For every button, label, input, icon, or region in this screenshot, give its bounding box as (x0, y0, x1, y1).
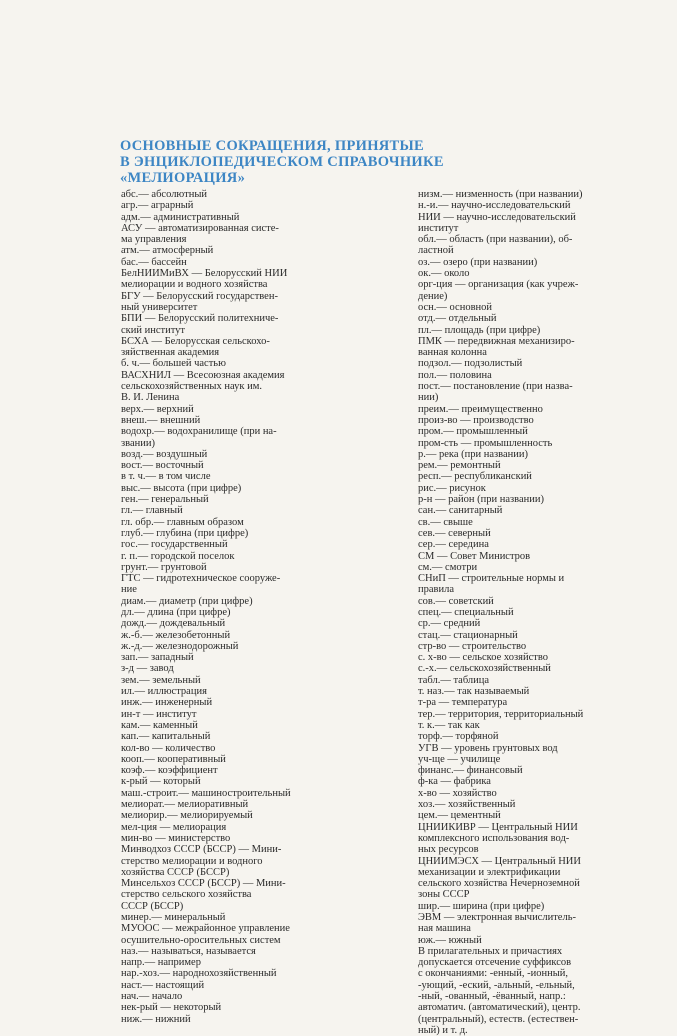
abbreviation-line: табл.— таблица (418, 674, 490, 686)
abbreviation-line: институт (418, 222, 459, 234)
abbreviation-line: низм.— низменность (при названии) (418, 189, 583, 200)
abbreviation-line: наз.— называться, называется (121, 945, 256, 957)
abbreviation-line: дожд.— дождевальный (121, 618, 226, 630)
abbreviation-line: В. И. Ленина (121, 392, 180, 404)
page-title (120, 138, 444, 186)
abbreviation-line: зап.— западный (121, 652, 194, 664)
abbreviation-line: мелиорир.— мелиорируемый (121, 810, 253, 822)
abbreviation-line: мелиорации и водного хозяйства (121, 279, 268, 291)
abbreviation-line: св.— свыше (418, 516, 473, 528)
abbreviation-line: водохр.— водохранилище (при на- (121, 426, 277, 438)
abbreviation-line: зяйственная академия (121, 347, 220, 359)
abbreviation-line: ср.— средний (418, 618, 481, 630)
abbreviations-left-column (121, 189, 293, 1025)
abbreviation-line: нии) (418, 392, 439, 404)
abbreviation-line: БСХА — Белорусская сельскохо- (121, 335, 270, 347)
title-line-3: «МЕЛИОРАЦИЯ» (120, 170, 246, 186)
abbreviation-line: р-н — район (при названии) (418, 494, 545, 506)
abbreviation-line: подзол.— подзолистый (418, 358, 523, 370)
abbreviation-line: обл.— область (при названии), об- (418, 234, 573, 246)
abbreviation-line: нач.— начало (121, 991, 183, 1003)
abbreviation-line: ин-т — институт (121, 708, 197, 720)
abbreviation-line: ж.-д.— железнодорожный (121, 640, 239, 652)
abbreviation-line: ный университет (121, 301, 198, 313)
abbreviation-line: внеш.— внешний (121, 414, 201, 426)
abbreviation-line: кам.— каменный (121, 719, 198, 731)
abbreviation-line: преим.— преимущественно (418, 403, 543, 415)
abbreviation-line: грунт.— грунтовой (121, 561, 207, 573)
abbreviation-line: бас.— бассейн (121, 256, 187, 268)
abbreviation-line: к-рый — который (121, 776, 201, 788)
abbreviation-line: УГВ — уровень грунтовых вод (418, 742, 558, 754)
abbreviation-line: СНиП — строительные нормы и (418, 573, 565, 585)
abbreviation-line: ок.— около (418, 268, 470, 280)
abbreviation-line: АСУ — автоматизированная систе- (121, 222, 279, 234)
abbreviation-line: пост.— постановление (при назва- (418, 381, 573, 393)
abbreviation-line: гл. обр.— главным образом (121, 516, 244, 528)
abbreviation-line: сан.— санитарный (418, 505, 503, 517)
abbreviation-line: ЦНИИМЭСХ — Центральный НИИ (418, 855, 581, 867)
abbreviation-line: осушительно-оросительных систем (121, 934, 281, 946)
abbreviation-line: -ный, -ованный, -ёванный, напр.: (418, 991, 566, 1003)
abbreviation-line: рем.— ремонтный (418, 460, 501, 472)
abbreviation-line: спец.— специальный (418, 606, 514, 618)
abbreviation-line: тер.— территория, территориальный (418, 708, 584, 720)
abbreviation-line: отд.— отдельный (418, 313, 497, 325)
abbreviation-line: пром-сть — промышленность (418, 437, 553, 449)
abbreviation-line: ский институт (121, 324, 186, 336)
abbreviation-line: дение) (418, 290, 448, 302)
abbreviation-line: торф.— торфяной (418, 731, 499, 743)
abbreviation-line: н.-и.— научно-исследовательский (418, 200, 571, 212)
abbreviation-line: т. наз.— так называемый (418, 686, 530, 698)
abbreviation-line: ж.-б.— железобетонный (121, 629, 231, 641)
abbreviation-line: правила (418, 584, 455, 596)
abbreviation-line: Минсельхоз СССР (БССР) — Мини- (121, 878, 286, 890)
abbreviation-line: ВАСХНИЛ — Всесоюзная академия (121, 369, 285, 381)
abbreviation-line: ЭВМ — электронная вычислитель- (418, 912, 576, 923)
abbreviation-line: глуб.— глубина (при цифре) (121, 527, 249, 539)
abbreviation-line: ф-ка — фабрика (418, 776, 491, 788)
abbreviation-line: кап.— капитальный (121, 731, 211, 743)
abbreviation-line: стерство сельского хозяйства (121, 889, 252, 901)
abbreviation-line: мин-во — министерство (121, 832, 231, 844)
abbreviation-line: допускается отсечение суффиксов (418, 957, 572, 969)
abbreviation-line: ных ресурсов (418, 844, 479, 856)
abbreviation-line: с.-х.— сельскохозяйственный (418, 663, 551, 675)
title-line-2: В ЭНЦИКЛОПЕДИЧЕСКОМ СПРАВОЧНИКЕ (120, 154, 444, 170)
abbreviation-line: нек-рый — некоторый (121, 1002, 222, 1014)
abbreviation-line: БелНИИМиВХ — Белорусский НИИ (121, 268, 288, 280)
abbreviation-line: в т. ч.— в том числе (121, 471, 211, 483)
title-line-1: ОСНОВНЫЕ СОКРАЩЕНИЯ, ПРИНЯТЫЕ (120, 138, 425, 154)
abbreviations-right-column (418, 189, 590, 1036)
abbreviation-line: СМ — Совет Министров (418, 550, 531, 562)
abbreviation-line: шир.— ширина (при цифре) (418, 900, 545, 912)
abbreviation-line: вост.— восточный (121, 460, 204, 472)
abbreviation-line: БПИ — Белорусский политехниче- (121, 313, 279, 325)
abbreviation-line: з-д — завод (121, 663, 174, 675)
abbreviation-line: ная машина (418, 923, 471, 935)
abbreviation-line: ген.— генеральный (121, 494, 209, 506)
abbreviation-line: гл.— главный (121, 505, 183, 517)
abbreviation-line: гос.— государственный (121, 539, 228, 551)
abbreviation-line: возд.— воздушный (121, 448, 208, 460)
abbreviation-line: Минводхоз СССР (БССР) — Мини- (121, 844, 282, 856)
abbreviation-line: ниж.— нижний (121, 1013, 191, 1025)
abbreviation-line: оз.— озеро (при названии) (418, 256, 538, 268)
abbreviation-line: мелиорат.— мелиоративный (121, 799, 249, 811)
abbreviation-line: стр-во — строительство (418, 640, 527, 652)
abbreviation-line: сов.— советский (418, 595, 494, 607)
abbreviation-line: ма управления (121, 234, 187, 246)
abbreviation-line: юж.— южный (418, 934, 482, 946)
abbreviation-line: (центральный), естеств. (естествен- (418, 1013, 579, 1025)
abbreviation-line: кооп.— кооперативный (121, 753, 226, 765)
abbreviation-line: атм.— атмосферный (121, 245, 214, 257)
abbreviation-line: т-ра — температура (418, 697, 508, 709)
abbreviation-line: верх.— верхний (121, 403, 194, 415)
abbreviation-line: уч-ще — училище (418, 753, 501, 765)
abbreviation-line: р.— река (при названии) (418, 448, 529, 460)
abbreviation-line: зоны СССР (418, 889, 470, 901)
abbreviation-line: ластной (418, 245, 454, 257)
abbreviation-line: НИИ — научно-исследовательский (418, 211, 576, 223)
abbreviation-line: хоз.— хозяйственный (418, 799, 516, 811)
abbreviation-line: сев.— северный (418, 527, 491, 539)
abbreviation-line: дл.— длина (при цифре) (121, 606, 231, 618)
abbreviation-line: см.— смотри (418, 561, 478, 573)
abbreviation-line: с окончаниями: -енный, -ионный, (418, 968, 569, 980)
abbreviation-line: механизации и электрификации (418, 866, 561, 878)
abbreviation-line: т. к.— так как (418, 719, 480, 731)
abbreviation-line: ЦНИИКИВР — Центральный НИИ (418, 821, 578, 833)
abbreviation-line: пол.— половина (418, 369, 492, 381)
abbreviation-line: г. п.— городской поселок (121, 550, 235, 562)
abbreviation-line: сельскохозяйственных наук им. (121, 381, 262, 393)
abbreviation-line: МУООС — межрайонное управление (121, 923, 290, 935)
abbreviation-line: абс.— абсолютный (121, 189, 208, 200)
abbreviation-line: ил.— иллюстрация (121, 686, 207, 698)
abbreviation-line: пл.— площадь (при цифре) (418, 324, 541, 336)
abbreviation-line: маш.-строит.— машиностроительный (121, 787, 291, 799)
abbreviation-line: стац.— стационарный (418, 629, 518, 641)
abbreviation-line: зем.— земельный (121, 674, 201, 686)
abbreviation-line: рис.— рисунок (418, 482, 486, 494)
abbreviation-line: осн.— основной (418, 301, 493, 313)
abbreviation-line: минер.— минеральный (121, 912, 226, 923)
abbreviation-line: ванная колонна (418, 347, 487, 359)
abbreviation-line: ный) и т. д. (418, 1024, 468, 1036)
abbreviation-line: цем.— цементный (418, 810, 501, 822)
abbreviation-line: звании) (121, 437, 155, 449)
abbreviation-line: наст.— настоящий (121, 979, 205, 991)
abbreviation-line: мел-ция — мелиорация (121, 821, 227, 833)
abbreviation-line: орг-ция — организация (как учреж- (418, 279, 579, 291)
abbreviation-line: инж.— инженерный (121, 697, 213, 709)
abbreviation-line: сер.— середина (418, 539, 489, 551)
abbreviation-line: х-во — хозяйство (418, 787, 497, 799)
abbreviation-line: с. х-во — сельское хозяйство (418, 652, 548, 664)
abbreviation-line: хозяйства СССР (БССР) (121, 866, 230, 878)
abbreviation-line: БГУ — Белорусский государствен- (121, 290, 278, 302)
abbreviation-line: б. ч.— большей частью (121, 358, 226, 370)
abbreviation-line: пром.— промышленный (418, 426, 528, 438)
abbreviation-line: сельского хозяйства Нечерноземной (418, 878, 580, 890)
abbreviation-line: СССР (БССР) (121, 900, 184, 912)
abbreviation-line: кол-во — количество (121, 742, 216, 754)
abbreviation-line: -ующий, -еский, -альный, -ельный, (418, 979, 575, 991)
abbreviation-line: ГТС — гидротехническое сооруже- (121, 573, 281, 585)
abbreviation-line: финанс.— финансовый (418, 765, 523, 777)
abbreviation-line: комплексного использования вод- (418, 832, 570, 844)
abbreviation-line: В прилагательных и причастиях (418, 945, 563, 957)
abbreviation-line: ПМК — передвижная механизиро- (418, 335, 575, 347)
abbreviation-line: автоматич. (автоматический), центр. (418, 1002, 581, 1014)
abbreviation-line: ние (121, 584, 137, 596)
abbreviation-line: стерство мелиорации и водного (121, 855, 263, 867)
abbreviation-line: напр.— например (121, 957, 201, 969)
abbreviation-line: диам.— диаметр (при цифре) (121, 595, 253, 607)
abbreviation-line: респ.— республиканский (418, 471, 532, 483)
abbreviation-line: нар.-хоз.— народнохозяйственный (121, 968, 277, 980)
abbreviation-line: агр.— аграрный (121, 200, 194, 212)
abbreviation-line: коэф.— коэффициент (121, 765, 218, 777)
abbreviation-line: произ-во — производство (418, 414, 534, 426)
abbreviation-line: выс.— высота (при цифре) (121, 482, 242, 494)
abbreviation-line: адм.— административный (121, 211, 240, 223)
